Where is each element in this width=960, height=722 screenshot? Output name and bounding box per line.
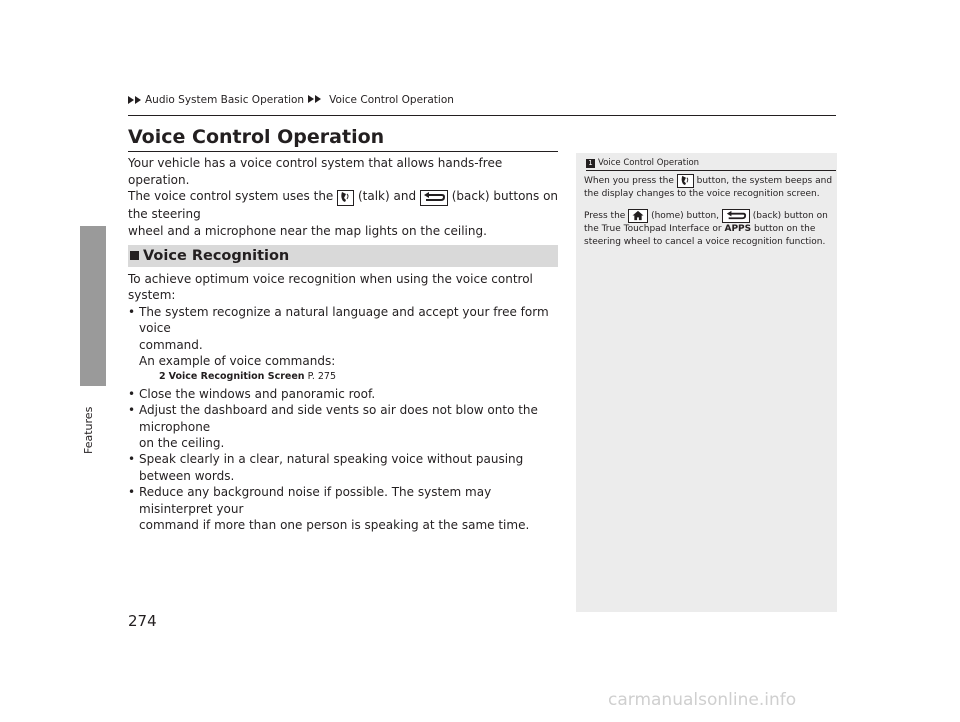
back-icon — [420, 190, 448, 206]
section-heading: Voice Recognition — [128, 245, 558, 267]
arrow-icon: 2 — [159, 371, 166, 383]
section-label: Features — [82, 406, 95, 454]
cross-reference-link[interactable]: 2 Voice Recognition Screen P. 275 — [159, 371, 337, 383]
home-icon — [628, 209, 648, 223]
chevron-right-icon — [315, 95, 321, 103]
header-divider — [128, 115, 836, 116]
talk-icon — [677, 174, 694, 188]
square-bullet-icon — [130, 251, 139, 260]
watermark: carmanualsonline.info — [608, 690, 797, 710]
intro-text: Your vehicle has a voice control system that allows hands-free operation. The voice control system uses the (talk) and (back) buttons on the steering wheel and a microphone near the map lights on the ceiling. — [128, 156, 559, 238]
talk-icon — [337, 190, 354, 206]
section-tab — [80, 226, 106, 386]
chevron-right-icon — [308, 95, 314, 103]
page-title: Voice Control Operation — [128, 126, 385, 148]
requirements-text: To achieve optimum voice recognition when using the voice control system: • The system recognize a natural language and accept your free form voice command. An example of voice commands: 2 Voice Recognition Screen P. 275 • Close the windows and panoramic roof. • Adjust the dashboard and side vents so air does not blow onto the microphone on the ceiling. • Speak clearly in a clear, natural speaking voice without pausing between words. • Reduce any background noise if possible. The system may misinterpret your command if more than one person is speaking at the same time. — [128, 271, 560, 534]
back-icon — [722, 209, 750, 223]
breadcrumb — [128, 94, 454, 106]
side-note-body: When you press the button, the system beeps and the display changes to the voice recognition screen. Press the (home) button, (back) button on the True Touchpad Interface or APPS button on the steering wheel to cancel a voice recognition function. — [584, 176, 833, 247]
chevron-right-icon — [128, 96, 134, 104]
title-divider — [128, 151, 558, 152]
chevron-right-icon — [135, 96, 141, 104]
page-number: 274 — [128, 612, 157, 630]
list-item: • Adjust the dashboard and side vents so air does not blow onto the microphone on the ceiling. — [128, 403, 538, 451]
side-note-divider — [586, 170, 836, 171]
list-item: • Reduce any background noise if possible. The system may misinterpret your command if more than one person is speaking at the same time. — [128, 485, 530, 533]
list-item: • Speak clearly in a clear, natural speaking voice without pausing between words. — [128, 452, 524, 483]
breadcrumb-item[interactable]: Audio System Basic Operation — [145, 94, 305, 106]
side-note-title: 1 Voice Control Operation — [586, 158, 699, 168]
list-item: • Close the windows and panoramic roof. — [128, 386, 376, 401]
breadcrumb-item[interactable]: Voice Control Operation — [329, 94, 454, 106]
list-item: • The system recognize a natural language and accept your free form voice command. An example of voice commands: 2 Voice Recognition Screen P. 275 — [128, 304, 560, 386]
